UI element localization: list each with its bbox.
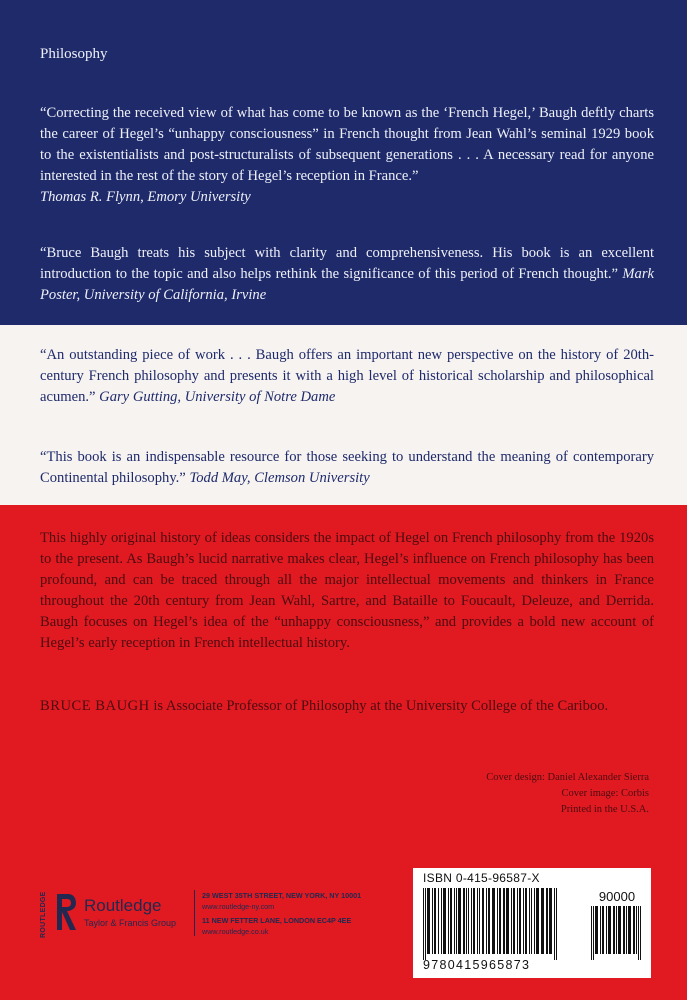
routledge-r-icon xyxy=(54,892,78,932)
price-barcode-bar xyxy=(595,906,598,954)
ean-barcode-bar xyxy=(471,888,472,954)
isbn-label: ISBN 0-415-96587-X xyxy=(423,871,540,885)
ean-barcode-bar xyxy=(497,888,498,954)
ean-barcode-bar xyxy=(441,888,442,954)
address-london: 11 NEW FETTER LANE, LONDON EC4P 4EE xyxy=(202,916,352,925)
ean-barcode-bar xyxy=(554,888,555,960)
url-london: www.routledge.co.uk xyxy=(202,926,269,936)
publisher-divider xyxy=(194,890,195,936)
ean-barcode-bar xyxy=(477,888,478,954)
quote-text: “This book is an indispensable resource for those seeking to understand the meaning of contemporary Continental philosophy.” xyxy=(40,449,654,486)
category-label: Philosophy xyxy=(40,46,108,62)
ean-barcode-bar xyxy=(450,888,452,954)
author-name: BRUCE BAUGH xyxy=(40,698,150,714)
ean-barcode-bar xyxy=(525,888,527,954)
quote-text: “Correcting the received view of what has come to be known as the ‘French Hegel,’ Baugh deftly charts the career of Hegel’s “unhappy consciousness” in French thought from Jean Wahl’s seminal 1929 book to the existentialists and post-structuralists of subsequent generations . . . A necessary read for anyone interested in the rest of the story of Hegel’s reception in France.” xyxy=(40,105,654,184)
cover-credits xyxy=(409,770,649,818)
ean-barcode-bar xyxy=(517,888,518,954)
ean-barcode-bar xyxy=(456,888,457,954)
price-barcode-bar xyxy=(638,906,639,960)
ean-barcode-bar xyxy=(486,888,487,954)
price-barcode-bar xyxy=(600,906,601,954)
price-barcode-bar xyxy=(613,906,615,954)
ean-barcode-bar xyxy=(425,888,426,960)
cover-image-credit: Cover image: Corbis xyxy=(561,788,649,799)
ean-barcode-bar xyxy=(519,888,521,954)
routledge-logo xyxy=(40,888,190,938)
ean-barcode-bar xyxy=(466,888,467,954)
author-bio-text: is Associate Professor of Philosophy at the University College of the Cariboo. xyxy=(153,698,609,714)
publisher-subtitle: Taylor & Francis Group xyxy=(84,918,177,928)
ean-barcode-bar xyxy=(503,888,505,954)
price-barcode-bar xyxy=(636,906,637,954)
price-barcode-bar xyxy=(628,906,631,954)
ean-barcode-bar xyxy=(492,888,495,954)
address-new-york: 29 WEST 35TH STREET, NEW YORK, NY 10001 xyxy=(202,891,362,900)
price-barcode-bar xyxy=(633,906,635,954)
ean-barcode-bar xyxy=(523,888,524,954)
quote-attribution: Thomas R. Flynn, Emory University xyxy=(40,189,251,205)
quote-may xyxy=(40,447,654,489)
price-barcode-bar xyxy=(626,906,627,954)
quote-text: “An outstanding piece of work . . . Baugh offers an important new perspective on the history of 20th-century French philosophy and presents it with a high level of historical scholarship and philosophical acumen.” xyxy=(40,347,654,405)
ean-barcode-bar xyxy=(454,888,455,954)
price-barcode-bar xyxy=(623,906,625,954)
price-barcode-bar xyxy=(602,906,604,954)
routledge-side-text: ROUTLEDGE xyxy=(40,891,47,938)
quote-gutting xyxy=(40,345,654,408)
url-new-york: www.routledge-ny.com xyxy=(202,901,275,911)
ean-barcode-bar xyxy=(482,888,484,954)
cover-design-credit: Cover design: Daniel Alexander Sierra xyxy=(486,772,649,783)
barcode-panel xyxy=(413,868,651,978)
book-description: This highly original history of ideas considers the impact of Hegel on French philosophy from the 1920s to the present. As Baugh’s lucid narrative makes clear, Hegel’s influence on French philosophy has been profound, and can be traced through all the major intellectual movements and thinkers in France throughout the 20th century from Jean Wahl, Sartre, and Bataille to Foucault, Deleuze, and Derrida. Baugh focuses on Hegel’s idea of the “unhappy consciousness,” and provides a bold new account of Hegel’s early reception in French intellectual history. xyxy=(40,530,654,651)
ean-barcode-bar xyxy=(541,888,544,954)
price-barcode-bar xyxy=(593,906,594,960)
quote-poster xyxy=(40,243,654,306)
ean-barcode-bar xyxy=(556,888,557,960)
quote-flynn xyxy=(40,103,654,208)
ean-barcode-bar xyxy=(463,888,465,954)
ean-barcode-bar xyxy=(434,888,436,954)
ean-barcode-bar xyxy=(473,888,475,954)
price-barcode-bar xyxy=(591,906,592,960)
quote-attribution: Mark Poster, University of California, Irvine xyxy=(40,266,654,303)
printed-in-credit: Printed in the U.S.A. xyxy=(560,804,649,815)
price-barcode-bar xyxy=(608,906,611,954)
quote-text: “Bruce Baugh treats his subject with clarity and comprehensiveness. His book is an excellent introduction to the topic and also helps rethink the significance of this period of French thought.” xyxy=(40,245,654,282)
ean-barcode-bar xyxy=(511,888,512,954)
ean-barcode-bar xyxy=(506,888,509,954)
ean-barcode-bar xyxy=(423,888,424,960)
ean-digits: 9780415965873 xyxy=(423,958,531,972)
ean-barcode-bar xyxy=(546,888,548,954)
publisher-addresses xyxy=(202,891,372,937)
ean-barcode-bar xyxy=(448,888,449,954)
price-barcode-bar xyxy=(606,906,607,954)
ean-barcode-bar xyxy=(458,888,461,954)
ean-barcode-bar xyxy=(499,888,501,954)
author-bio xyxy=(40,696,654,717)
ean-barcode-bar xyxy=(531,888,532,954)
price-barcode-bar xyxy=(640,906,641,960)
ean-barcode-bar xyxy=(529,888,530,954)
ean-barcode-bar xyxy=(479,888,480,954)
ean-barcode-bar xyxy=(468,888,469,954)
ean-barcode-bar xyxy=(534,888,535,954)
ean-barcode-bar xyxy=(443,888,446,954)
price-code: 90000 xyxy=(598,889,636,904)
publisher-name: Routledge xyxy=(84,896,162,915)
quote-attribution: Gary Gutting, University of Notre Dame xyxy=(99,389,336,405)
ean-barcode-bar xyxy=(513,888,515,954)
price-barcode-bar xyxy=(616,906,617,954)
ean-barcode-bar xyxy=(438,888,439,954)
ean-barcode-bar xyxy=(427,888,430,954)
price-barcode-bar xyxy=(618,906,621,954)
ean-barcode-bar xyxy=(536,888,539,954)
ean-barcode-bar xyxy=(549,888,552,954)
ean-barcode-bar xyxy=(432,888,433,954)
quote-attribution: Todd May, Clemson University xyxy=(189,470,370,486)
ean-barcode-bar xyxy=(488,888,490,954)
